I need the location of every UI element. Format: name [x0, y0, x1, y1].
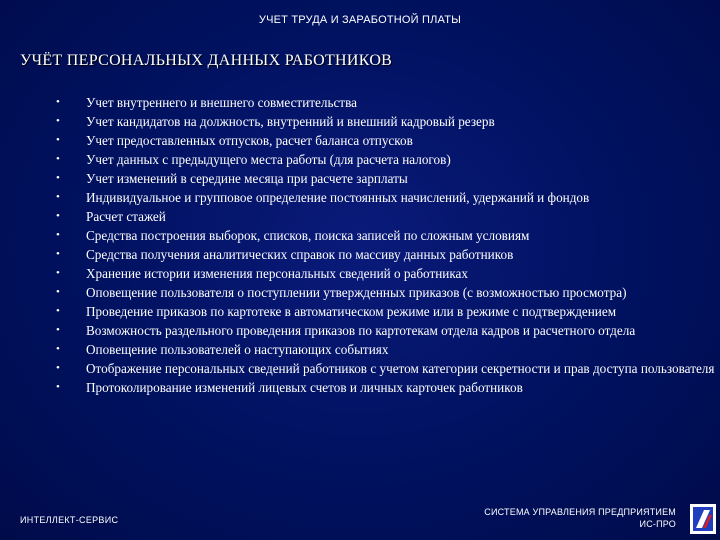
list-item-text: Проведение приказов по картотеке в автоматическом режиме или в режиме с подтверждением	[86, 304, 617, 319]
list-item-text: Учет внутреннего и внешнего совместительства	[86, 95, 357, 110]
list-item-text: Оповещение пользователя о поступлении утвержденных приказов (с возможностью просмотра)	[86, 285, 627, 300]
list-item-text: Возможность раздельного проведения приказов по картотекам отдела кадров и расчетного отдела	[86, 323, 636, 338]
list-item	[56, 283, 716, 302]
list-item	[56, 264, 716, 283]
bullet-icon: •	[56, 191, 60, 203]
list-item-text: Хранение истории изменения персональных сведений о работниках	[86, 266, 469, 281]
list-item-text: Средства получения аналитических справок по массиву данных работников	[86, 247, 514, 262]
bullet-icon: •	[56, 324, 60, 336]
bullet-icon: •	[56, 248, 60, 260]
bullet-icon: •	[56, 305, 60, 317]
slide-title: УЧЁТ ПЕРСОНАЛЬНЫХ ДАННЫХ РАБОТНИКОВ	[20, 52, 393, 69]
list-item	[56, 302, 716, 321]
bullet-icon: •	[56, 172, 60, 184]
list-item	[56, 359, 716, 378]
list-item-text: Индивидуальное и групповое определение постоянных начислений, удержаний и фондов	[86, 190, 590, 205]
list-item-text: Учет кандидатов на должность, внутренний и внешний кадровый резерв	[86, 114, 495, 129]
slide-header: УЧЕТ ТРУДА И ЗАРАБОТНОЙ ПЛАТЫ	[258, 14, 462, 26]
list-item	[56, 150, 716, 169]
bullet-icon: •	[56, 153, 60, 165]
list-item-text: Отображение персональных сведений работников с учетом категории секретности и прав доступа пользователя	[86, 361, 715, 376]
list-item-text: Учет изменений в середине месяца при расчете зарплаты	[86, 171, 408, 186]
footer-product	[484, 506, 676, 530]
list-item	[56, 226, 716, 245]
bullet-icon: •	[56, 362, 60, 374]
list-item-text: Средства построения выборок, списков, поиска записей по сложным условиям	[86, 228, 530, 243]
footer-company: ИНТЕЛЛЕКТ-СЕРВИС	[20, 515, 119, 525]
bullet-icon: •	[56, 286, 60, 298]
bullet-icon: •	[56, 381, 60, 393]
bullet-list	[56, 93, 716, 397]
list-item	[56, 340, 716, 359]
bullet-icon: •	[56, 343, 60, 355]
list-item	[56, 93, 716, 112]
list-item	[56, 131, 716, 150]
list-item-text: Протоколирование изменений лицевых счетов и личных карточек работников	[86, 380, 523, 395]
bullet-icon: •	[56, 210, 60, 222]
bullet-icon: •	[56, 229, 60, 241]
list-item-text: Учет данных с предыдущего места работы (для расчета налогов)	[86, 152, 451, 167]
company-logo-icon	[690, 504, 716, 534]
bullet-icon: •	[56, 96, 60, 108]
bullet-icon: •	[56, 115, 60, 127]
list-item	[56, 188, 716, 207]
list-item	[56, 378, 716, 397]
list-item-text: Расчет стажей	[86, 209, 166, 224]
list-item	[56, 169, 716, 188]
bullet-icon: •	[56, 134, 60, 146]
list-item	[56, 245, 716, 264]
list-item-text: Учет предоставленных отпусков, расчет баланса отпусков	[86, 133, 413, 148]
list-item	[56, 112, 716, 131]
list-item	[56, 321, 716, 340]
list-item-text: Оповещение пользователей о наступающих событиях	[86, 342, 389, 357]
footer-product-line1: СИСТЕМА УПРАВЛЕНИЯ ПРЕДПРИЯТИЕМ	[484, 507, 676, 517]
list-item	[56, 207, 716, 226]
bullet-icon: •	[56, 267, 60, 279]
footer-product-line2: ИС-ПРО	[639, 519, 676, 529]
